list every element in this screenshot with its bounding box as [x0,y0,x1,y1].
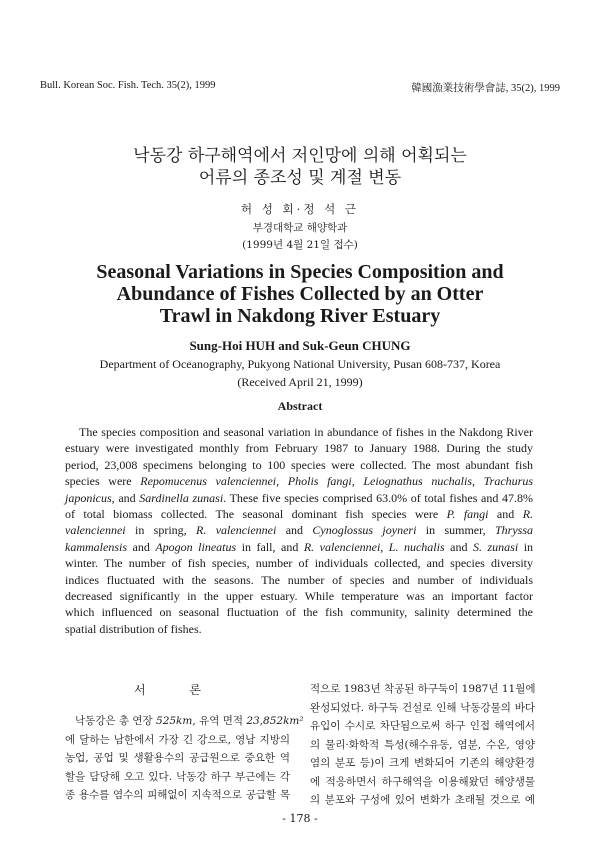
abstract-line: period, 23,008 specimens belonging to 100 species were collected. The most abundant fish [65,457,533,472]
journal-citation-korean: 韓國漁業技術學會誌, 35(2), 1999 [411,83,560,94]
english-authors: Sung-Hoi HUH and Suk-Geun CHUNG [189,338,411,353]
abstract-line [65,539,533,555]
abstract-text: species were [65,474,141,489]
abstract-text: and [488,507,523,522]
page-number: - 178 - [282,812,318,825]
species-name: P. fangi [446,507,489,522]
abstract-line [65,490,533,506]
species-name: S. zunasi [473,539,519,554]
abstract-line [65,506,533,522]
abstract-text: in [518,539,534,554]
abstract-heading: Abstract [277,399,323,413]
species-name: R. [522,507,534,522]
body-line [65,712,304,731]
korean-authors: 허 성 회·정 석 근 [241,202,359,216]
korean-affiliation: 부경대학교 해양학과 [252,222,348,234]
body-line: 염의 분포 등)이 크게 변화되어 기존의 해양환경 [310,757,535,769]
body-line: 적으로 1983년 착공된 하구둑이 1987년 11월에 [310,683,536,695]
abstract-text: in fall, and [236,539,304,554]
korean-received-date: (1999년 4월 21일 접수) [242,239,358,251]
body-text: 낙동강은 총 연장 [75,715,157,727]
abstract-line: estuary were investigated monthly from February 1987 to January 1988. During the study [65,441,533,456]
abstract-line: indices fluctuated with the seasons. The number of species and number of individuals [65,572,533,587]
abstract-text: in summer, [416,523,495,538]
species-name: R. valenciennei, L. nuchalis [303,539,445,554]
body-right-column [310,680,535,810]
english-title [0,261,600,327]
body-line: 에 적응하면서 하구해역을 이용해왔던 해양생물 [310,775,535,788]
species-name: japonicus [65,490,112,505]
species-name: Apogon lineatus [155,539,237,554]
body-text: 525km [156,715,193,727]
body-line: 종 용수를 염수의 피해없이 지속적으로 공급할 목 [65,789,290,801]
species-name: Cynoglossus joyneri [312,523,417,538]
species-name: kammalensis [65,539,127,554]
abstract-line: spatial distribution of fishes. [65,621,202,636]
abstract-text: , and [111,490,140,505]
abstract-line [65,522,533,538]
english-title-line-1: Seasonal Variations in Species Composition and [96,261,504,283]
abstract-line [65,473,533,489]
species-name: valenciennei [65,523,126,538]
abstract-line: decreased significantly in the upper estuary. While temperature was an important factor [65,589,533,604]
body-line: 농업, 공업 및 생활용수의 공급원으로 중요한 역 [65,752,290,764]
korean-title [0,145,600,189]
body-line: 유입이 수시로 차단됨으로써 하구 인접 해역에서 [310,720,535,732]
abstract-text: of total biomass collected. The seasonal dominant fish species were [65,507,447,522]
english-received-date: (Received April 21, 1999) [237,375,363,389]
english-title-line-3: Trawl in Nakdong River Estuary [159,305,441,327]
english-affiliation: Department of Oceanography, Pukyong National University, Pusan 608-737, Korea [99,357,501,371]
journal-citation-english: Bull. Korean Soc. Fish. Tech. 35(2), 1999 [40,80,216,91]
body-line: 의 분포와 구성에 있어 변화가 초래될 것으로 예 [310,794,535,806]
abstract-text: in spring, [125,523,197,538]
english-title-line-2: Abundance of Fishes Collected by an Otter [116,283,484,305]
abstract-text: . These five species comprised 63.0% of total fishes and 47.8% [223,490,533,505]
body-line: 완성되었다. 하구둑 건설로 인해 낙동강물의 바다 [310,701,535,714]
korean-title-line-2: 어류의 종조성 및 계절 변동 [198,168,402,188]
body-line: 에 달하는 남한에서 가장 긴 강으로, 영남 지방의 [65,733,290,746]
body-line: 할을 담당해 오고 있다. 낙동강 하구 부근에는 각 [65,770,290,783]
korean-title-line-1: 낙동강 하구해역에서 저인망에 의해 어획되는 [133,146,467,166]
abstract-line: which influenced on seasonal fluctuation of the fish community, salinity determined the [65,605,533,620]
abstract-text: and [276,523,313,538]
body-text: , 유역 면적 [192,715,247,727]
species-name: Sardinella zunasi [139,490,224,505]
body-left-column [65,712,304,805]
body-text: 23,852km² [246,715,304,727]
introduction-heading: 서 론 [134,683,221,697]
species-name: Thryssa [494,523,533,538]
abstract-line: The species composition and seasonal variation in abundance of fishes in the Nakdong River [79,425,533,439]
species-name: R. valenciennei [196,523,277,538]
species-name: Repomucenus valenciennei, Pholis fangi, Leiognathus nuchalis, Trachurus [140,474,533,489]
abstract-text: and [127,539,156,554]
body-line: 의 물리·화학적 특성(해수유동, 염분, 수온, 영양 [310,738,535,751]
abstract-body [65,424,533,637]
abstract-text: and [444,539,473,554]
abstract-line: winter. The number of fish species, number of individuals collected, and species diversity [65,556,533,571]
